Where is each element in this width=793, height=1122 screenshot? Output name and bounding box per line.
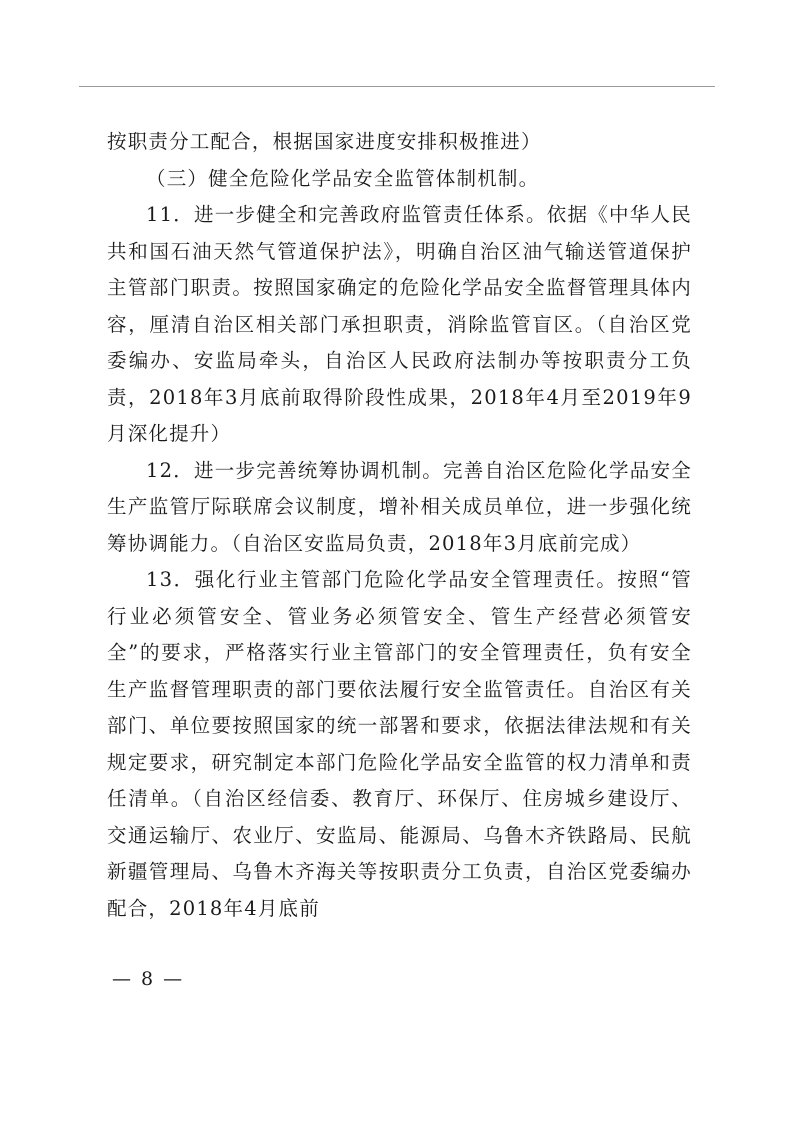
page-number: — 8 — [112, 968, 185, 990]
paragraph-continuation: 按职责分工配合，根据国家进度安排积极推进） [107, 130, 542, 153]
header-rule [79, 86, 715, 87]
paragraph-item-11: 11．进一步健全和完善政府监管责任体系。依据《中华人民共和国石油天然气管道保护法》，明确自治区油气输送管道保护主管部门职责。按照国家确定的危险化学品安全监督管理具体内容，厘清自治区相关部门承担职责，消除监管盲区。（自治区党委编办、安监局牵头，自治区人民政府法制办等按职责分工负责，2018年3月底前取得阶段性成果，2018年4月至2019年9月深化提升） [107, 203, 692, 445]
paragraph-item-13: 13．强化行业主管部门危险化学品安全管理责任。按照“管行业必须管安全、管业务必须管安全、管生产经营必须管安全”的要求，严格落实行业主管部门的安全管理责任，负有安全生产监督管理职责的部门要依法履行安全监管责任。自治区有关部门、单位要按照国家的统一部署和要求，依据法律法规和有关规定要求，研究制定本部门危险化学品安全监管的权力清单和责任清单。（自治区经信委、教育厅、环保厅、住房城乡建设厅、交通运输厅、农业厅、安监局、能源局、乌鲁木齐铁路局、民航新疆管理局、乌鲁木齐海关等按职责分工负责，自治区党委编办配合，2018年4月底前 [107, 568, 692, 920]
section-heading: （三）健全危险化学品安全监管体制机制。 [146, 166, 540, 190]
document-body [107, 124, 692, 927]
paragraph-item-12: 12．进一步完善统筹协调机制。完善自治区危险化学品安全生产监管厅际联席会议制度，增补相关成员单位，进一步强化统筹协调能力。（自治区安监局负责，2018年3月底前完成） [107, 458, 692, 555]
